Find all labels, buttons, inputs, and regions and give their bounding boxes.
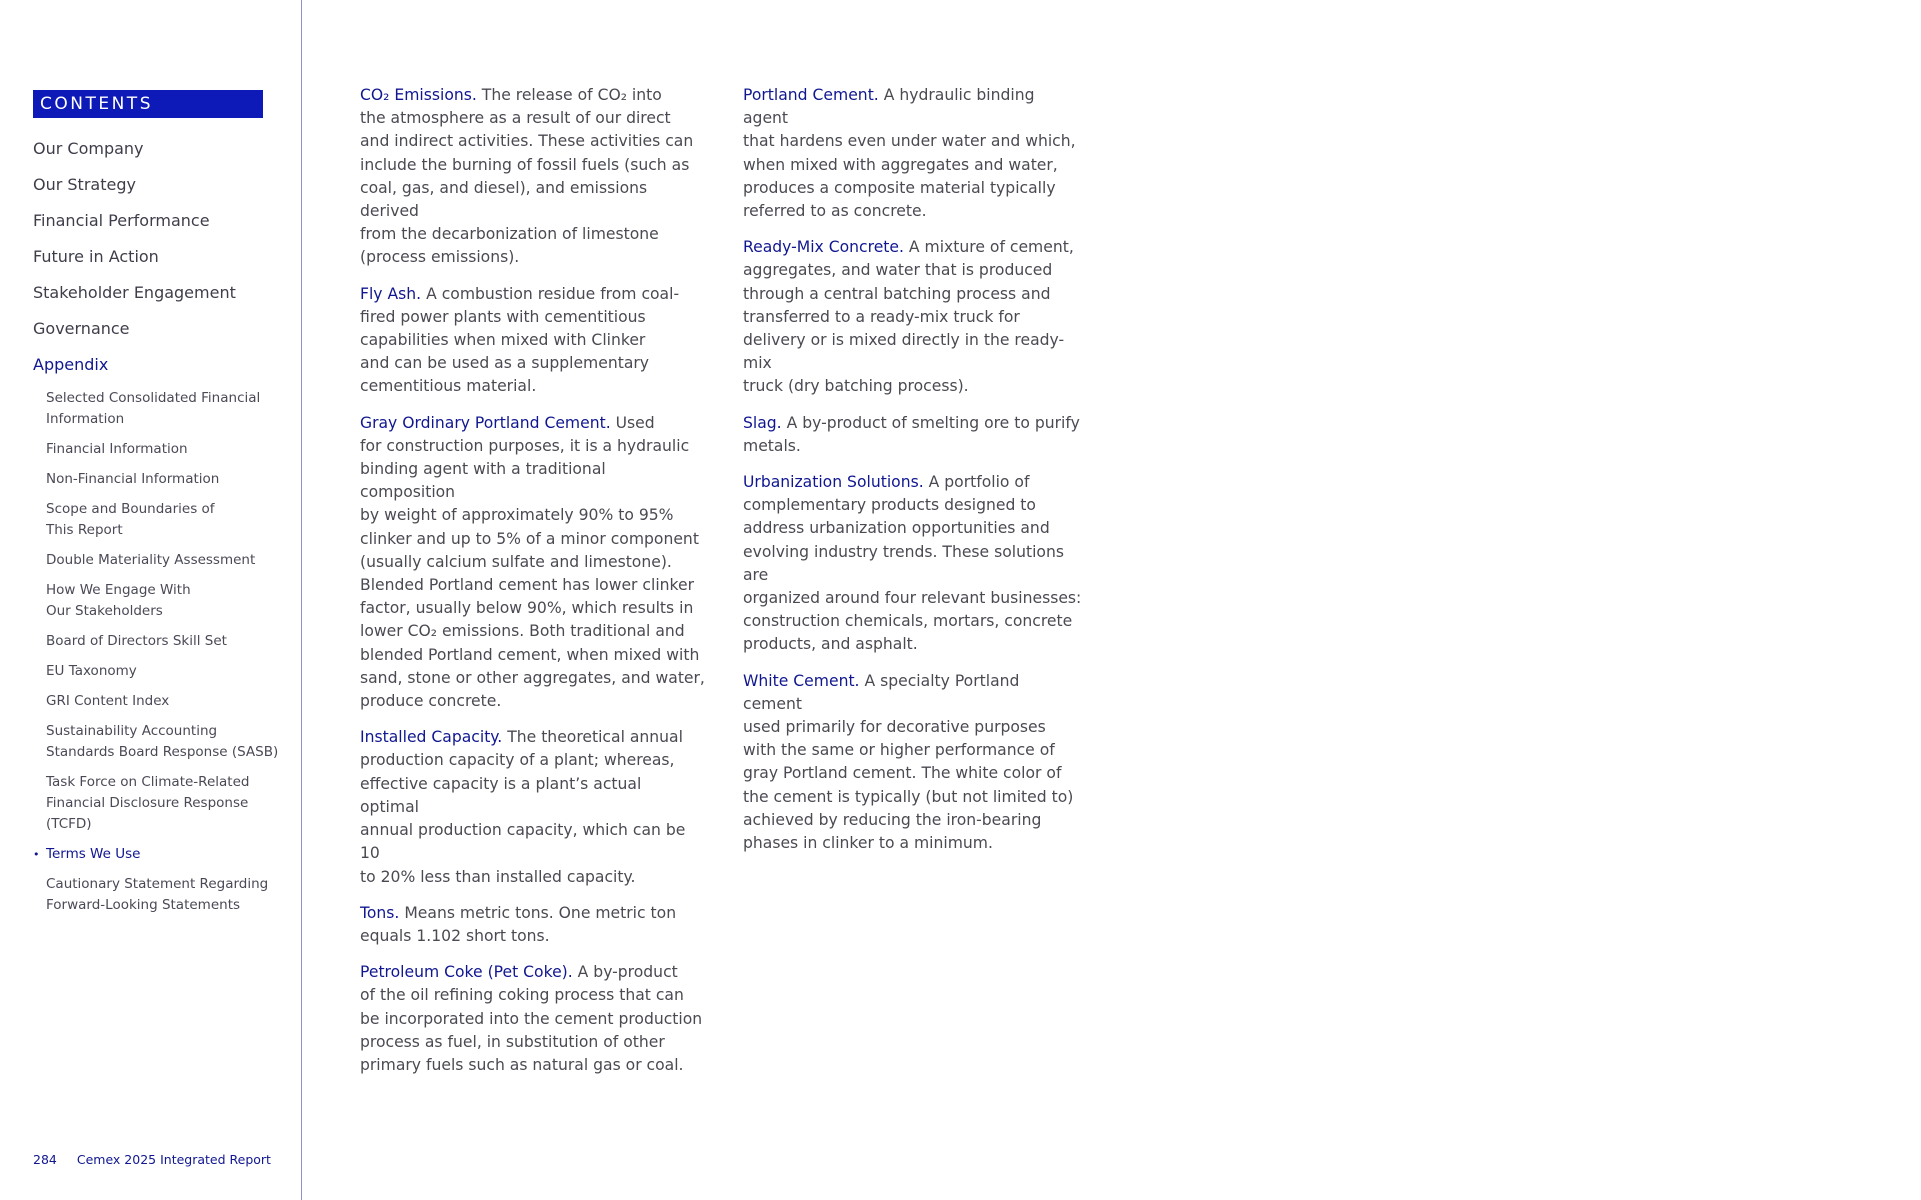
appendix-sub-nav bbox=[33, 388, 286, 925]
subnav-item-selected-consolidated-financial-information[interactable]: Selected Consolidated Financial Information bbox=[46, 390, 261, 427]
term-name: Urbanization Solutions. bbox=[743, 473, 924, 492]
nav-item-financial-performance[interactable]: Financial Performance bbox=[33, 211, 210, 230]
subnav-item-sasb[interactable]: Sustainability Accounting Standards Board Response (SASB) bbox=[46, 723, 279, 760]
subnav-item-terms-we-use[interactable] bbox=[33, 844, 286, 865]
term-entry bbox=[360, 726, 705, 888]
term-entry bbox=[360, 412, 705, 714]
term-name: Petroleum Coke (Pet Coke). bbox=[360, 963, 573, 982]
subnav-item-label: Terms We Use bbox=[46, 846, 141, 862]
nav-item-our-company[interactable]: Our Company bbox=[33, 139, 144, 158]
term-name: Gray Ordinary Portland Cement. bbox=[360, 413, 611, 432]
term-definition: The theoretical annual production capacity of a plant; whereas, effective capacity is a plant’s actual optimal annual production capacity, which can be 10 to 20% less than installed capacity. bbox=[360, 728, 686, 886]
contents-heading: CONTENTS bbox=[33, 90, 263, 118]
subnav-item-cautionary-statement[interactable]: Cautionary Statement Regarding Forward-Looking Statements bbox=[46, 876, 269, 913]
term-name: White Cement. bbox=[743, 671, 860, 690]
term-definition: A combustion residue from coal- fired power plants with cementitious capabilities when mixed with Clinker and can be used as a supplementary cementitious material. bbox=[360, 284, 680, 396]
term-entry bbox=[743, 670, 1083, 856]
term-name: CO₂ Emissions. bbox=[360, 86, 477, 104]
term-definition: Means metric tons. One metric ton equals 1.102 short tons. bbox=[360, 903, 677, 945]
table-of-contents-sidebar bbox=[0, 0, 302, 1200]
subnav-item-board-skill-set[interactable]: Board of Directors Skill Set bbox=[46, 633, 227, 649]
term-name: Installed Capacity. bbox=[360, 728, 503, 747]
main-nav bbox=[33, 136, 236, 388]
page-footer bbox=[33, 1152, 271, 1167]
term-name: Portland Cement. bbox=[743, 86, 879, 104]
term-definition: A mixture of cement, aggregates, and water that is produced through a central batching process and transferred to a ready-mix truck for delivery or is mixed directly in the ready-mix truck (dry batching process). bbox=[743, 238, 1074, 396]
nav-item-governance[interactable]: Governance bbox=[33, 319, 130, 338]
nav-item-our-strategy[interactable]: Our Strategy bbox=[33, 175, 136, 194]
subnav-item-non-financial-information[interactable]: Non-Financial Information bbox=[46, 471, 220, 487]
terms-column-right bbox=[743, 84, 1083, 868]
subnav-item-financial-information[interactable]: Financial Information bbox=[46, 441, 188, 457]
term-entry bbox=[743, 84, 1083, 223]
terms-column-left bbox=[360, 84, 705, 1090]
term-entry bbox=[360, 961, 705, 1077]
nav-item-future-in-action[interactable]: Future in Action bbox=[33, 247, 159, 266]
nav-item-appendix[interactable]: Appendix bbox=[33, 355, 109, 374]
current-page-bullet-icon: • bbox=[33, 848, 40, 861]
term-entry bbox=[743, 471, 1083, 657]
term-name: Slag. bbox=[743, 413, 782, 432]
term-entry bbox=[360, 84, 705, 270]
term-entry bbox=[360, 283, 705, 399]
term-definition: A portfolio of complementary products designed to address urbanization opportunities and evolving industry trends. These solutions are organized around four relevant businesses: construction chemicals, mortars, concrete products, and asphalt. bbox=[743, 473, 1082, 654]
subnav-item-double-materiality-assessment[interactable]: Double Materiality Assessment bbox=[46, 552, 256, 568]
term-definition: A by-product of the oil refining coking process that can be incorporated into the cement production process as fuel, in substitution of other primary fuels such as natural gas or coal. bbox=[360, 963, 703, 1074]
term-name: Fly Ash. bbox=[360, 284, 422, 303]
term-entry bbox=[743, 412, 1083, 458]
subnav-item-gri-content-index[interactable]: GRI Content Index bbox=[46, 693, 170, 709]
nav-item-stakeholder-engagement[interactable]: Stakeholder Engagement bbox=[33, 283, 236, 302]
page-number: 284 bbox=[33, 1152, 57, 1167]
term-definition: A hydraulic binding agent that hardens even under water and which, when mixed with aggregates and water, produces a composite material typically referred to as concrete. bbox=[743, 86, 1076, 221]
term-definition: A by-product of smelting ore to purify metals. bbox=[743, 413, 1080, 455]
term-name: Ready-Mix Concrete. bbox=[743, 238, 904, 257]
term-entry bbox=[743, 236, 1083, 398]
term-definition: A specialty Portland cement used primarily for decorative purposes with the same or higher performance of gray Portland cement. The white color of the cement is typically (but not limited to) achieved by reducing the iron-bearing phases in clinker to a minimum. bbox=[743, 671, 1074, 853]
subnav-item-tcfd[interactable]: Task Force on Climate-Related Financial Disclosure Response (TCFD) bbox=[46, 774, 250, 832]
subnav-item-how-we-engage[interactable]: How We Engage With Our Stakeholders bbox=[46, 582, 191, 619]
term-entry bbox=[360, 902, 705, 948]
subnav-item-eu-taxonomy[interactable]: EU Taxonomy bbox=[46, 663, 137, 679]
report-name: Cemex 2025 Integrated Report bbox=[76, 1152, 271, 1167]
term-name: Tons. bbox=[360, 903, 400, 922]
subnav-item-scope-and-boundaries[interactable]: Scope and Boundaries of This Report bbox=[46, 501, 215, 538]
term-definition: Used for construction purposes, it is a hydraulic binding agent with a traditional composition by weight of approximately 90% to 95% clinker and up to 5% of a minor component (usually calcium sulfate and limestone). Blended Portland cement has lower clinker factor, usually below 90%, which results in lower CO₂ emissions. Both traditional and blended Portland cement, when mixed with sand, stone or other aggregates, and water, produce concrete. bbox=[360, 413, 705, 711]
term-definition: The release of CO₂ into the atmosphere as a result of our direct and indirect activities. These activities can include the burning of fossil fuels (such as coal, gas, and diesel), and emissions derived from the decarbonization of limestone (process emissions). bbox=[360, 86, 694, 267]
